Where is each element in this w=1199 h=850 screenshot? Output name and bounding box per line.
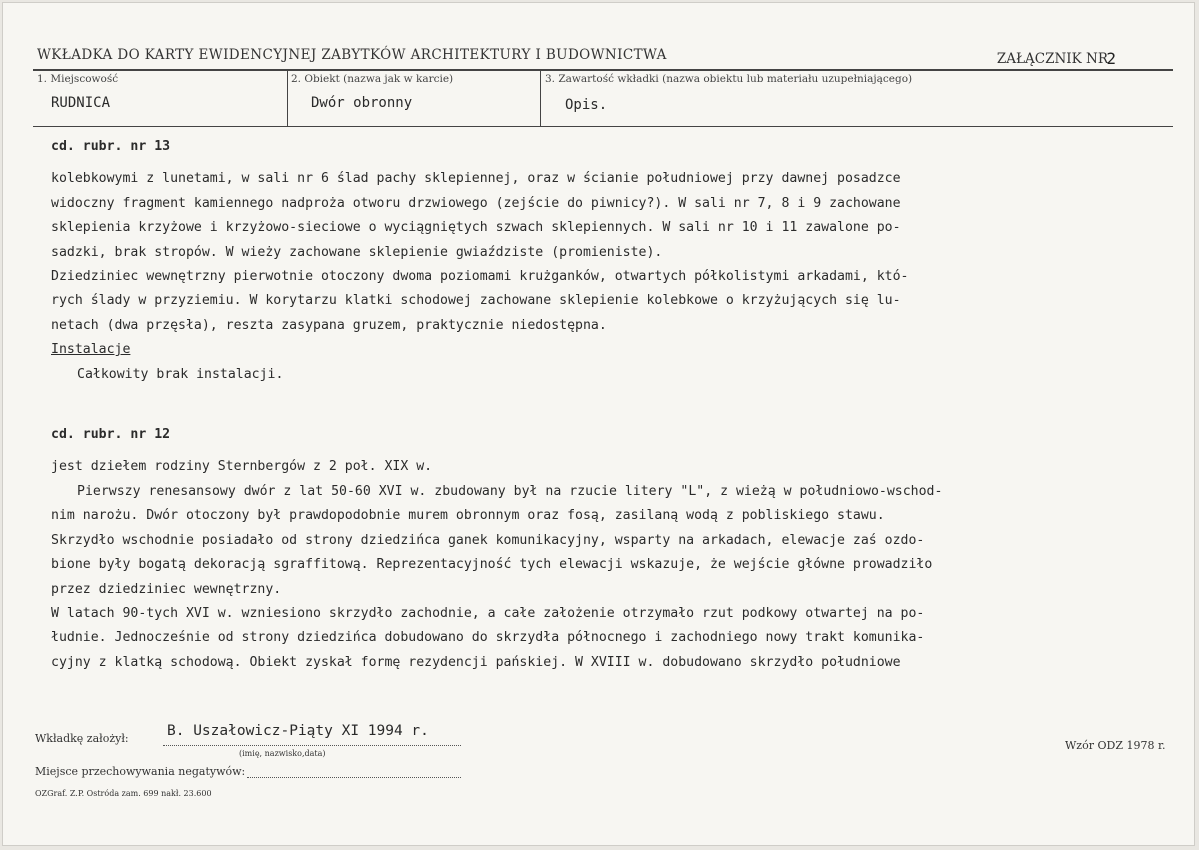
section2-line: jest dziełem rodziny Sternbergów z 2 poł. XIX w. [51, 459, 433, 475]
model-label: Wzór ODZ 1978 r. [1065, 739, 1166, 752]
section1-line: widoczny fragment kamiennego nadproża otworu drzwiowego (zejście do piwnicy?). W sali nr 7, 8 i 9 zachowane [51, 195, 901, 211]
installations-heading: Instalacje [51, 342, 131, 358]
form-title: WKŁADKA DO KARTY EWIDENCYJNEJ ZABYTKÓW ARCHITEKTURY I BUDOWNICTWA [37, 47, 667, 63]
founder-value: B. Uszałowicz-Piąty XI 1994 r. [167, 723, 429, 739]
field-divider-1 [287, 69, 288, 127]
field-label-object: 2. Obiekt (nazwa jak w karcie) [291, 73, 454, 85]
header-rule [33, 69, 1173, 71]
section1-line: sadzki, brak stropów. W wieży zachowane sklepienie gwiaździste (promieniste). [51, 244, 663, 260]
section1-line: sklepienia krzyżowe i krzyżowo-sieciowe o wyciągniętych szwach sklepiennych. W sali nr 10 i 11 zawalone po- [51, 220, 901, 236]
section2-line: W latach 90-tych XVI w. wzniesiono skrzydło zachodnie, a całe założenie otrzymało rzut podkowy otwartej na po- [51, 605, 925, 621]
installations-text: Całkowity brak instalacji. [77, 366, 284, 382]
section1-line: netach (dwa przęsła), reszta zasypana gruzem, praktycznie niedostępna. [51, 317, 607, 333]
section1-line: rych ślady w przyziemiu. W korytarzu klatki schodowej zachowane sklepienie kolebkowe o krzyżujących się lu- [51, 293, 901, 309]
section2-line: cyjny z klatką schodową. Obiekt zyskał formę rezydencji pańskiej. W XVIII w. dobudowano skrzydło południowe [51, 654, 901, 670]
fields-bottom-rule [33, 126, 1173, 127]
negatives-label: Miejsce przechowywania negatywów: [35, 765, 246, 778]
field-label-contents: 3. Zawartość wkładki (nazwa obiektu lub materiału uzupełniającego) [545, 73, 913, 85]
founder-caption: (imię, nazwisko,data) [239, 749, 326, 758]
record-card [2, 2, 1195, 846]
founder-line [163, 745, 461, 746]
annex-number: 2 [1106, 49, 1116, 68]
field-divider-2 [540, 69, 541, 127]
section2-heading: cd. rubr. nr 12 [51, 427, 171, 443]
section1-heading: cd. rubr. nr 13 [51, 139, 171, 154]
section2-line: Pierwszy renesansowy dwór z lat 50-60 XVI w. zbudowany był na rzucie litery "L", z wieżą w południowo-wschod- [77, 483, 943, 499]
field-value-locality: RUDNICA [51, 95, 111, 111]
section2-line: Skrzydło wschodnie posiadało od strony dziedzińca ganek komunikacyjny, wsparty na arkadach, elewacje zaś ozdo- [51, 532, 925, 548]
section1-line: Dziedziniec wewnętrzny pierwotnie otoczony dwoma poziomami krużganków, otwartych półkolistymi arkadami, któ- [51, 269, 909, 285]
founder-label: Wkładkę założył: [35, 732, 129, 745]
annex-label: ZAŁĄCZNIK NR [996, 51, 1108, 67]
section1-line: kolebkowymi z lunetami, w sali nr 6 ślad pachy sklepiennej, oraz w ścianie południowej przy dawnej posadzce [51, 171, 901, 187]
description-body [51, 135, 1161, 675]
section2-line: bione były bogatą dekoracją sgraffitową. Reprezentacyjność tych elewacji wskazuje, że wejście główne prowadziło [51, 557, 933, 573]
print-info: OZGraf. Z.P. Ostróda zam. 699 nakł. 23.600 [35, 789, 212, 798]
section2-line: przez dziedziniec wewnętrzny. [51, 581, 282, 597]
section2-line: nim narożu. Dwór otoczony był prawdopodobnie murem obronnym oraz fosą, zasilaną wodą z pobliskiego stawu. [51, 508, 885, 524]
field-label-locality: 1. Miejscowość [37, 73, 119, 85]
field-value-contents: Opis. [565, 97, 608, 113]
field-value-object: Dwór obronny [311, 95, 413, 111]
negatives-line [247, 777, 461, 778]
section2-line: łudnie. Jednocześnie od strony dziedzińca dobudowano do skrzydła północnego i zachodniego nowy trakt komunika- [51, 630, 925, 646]
